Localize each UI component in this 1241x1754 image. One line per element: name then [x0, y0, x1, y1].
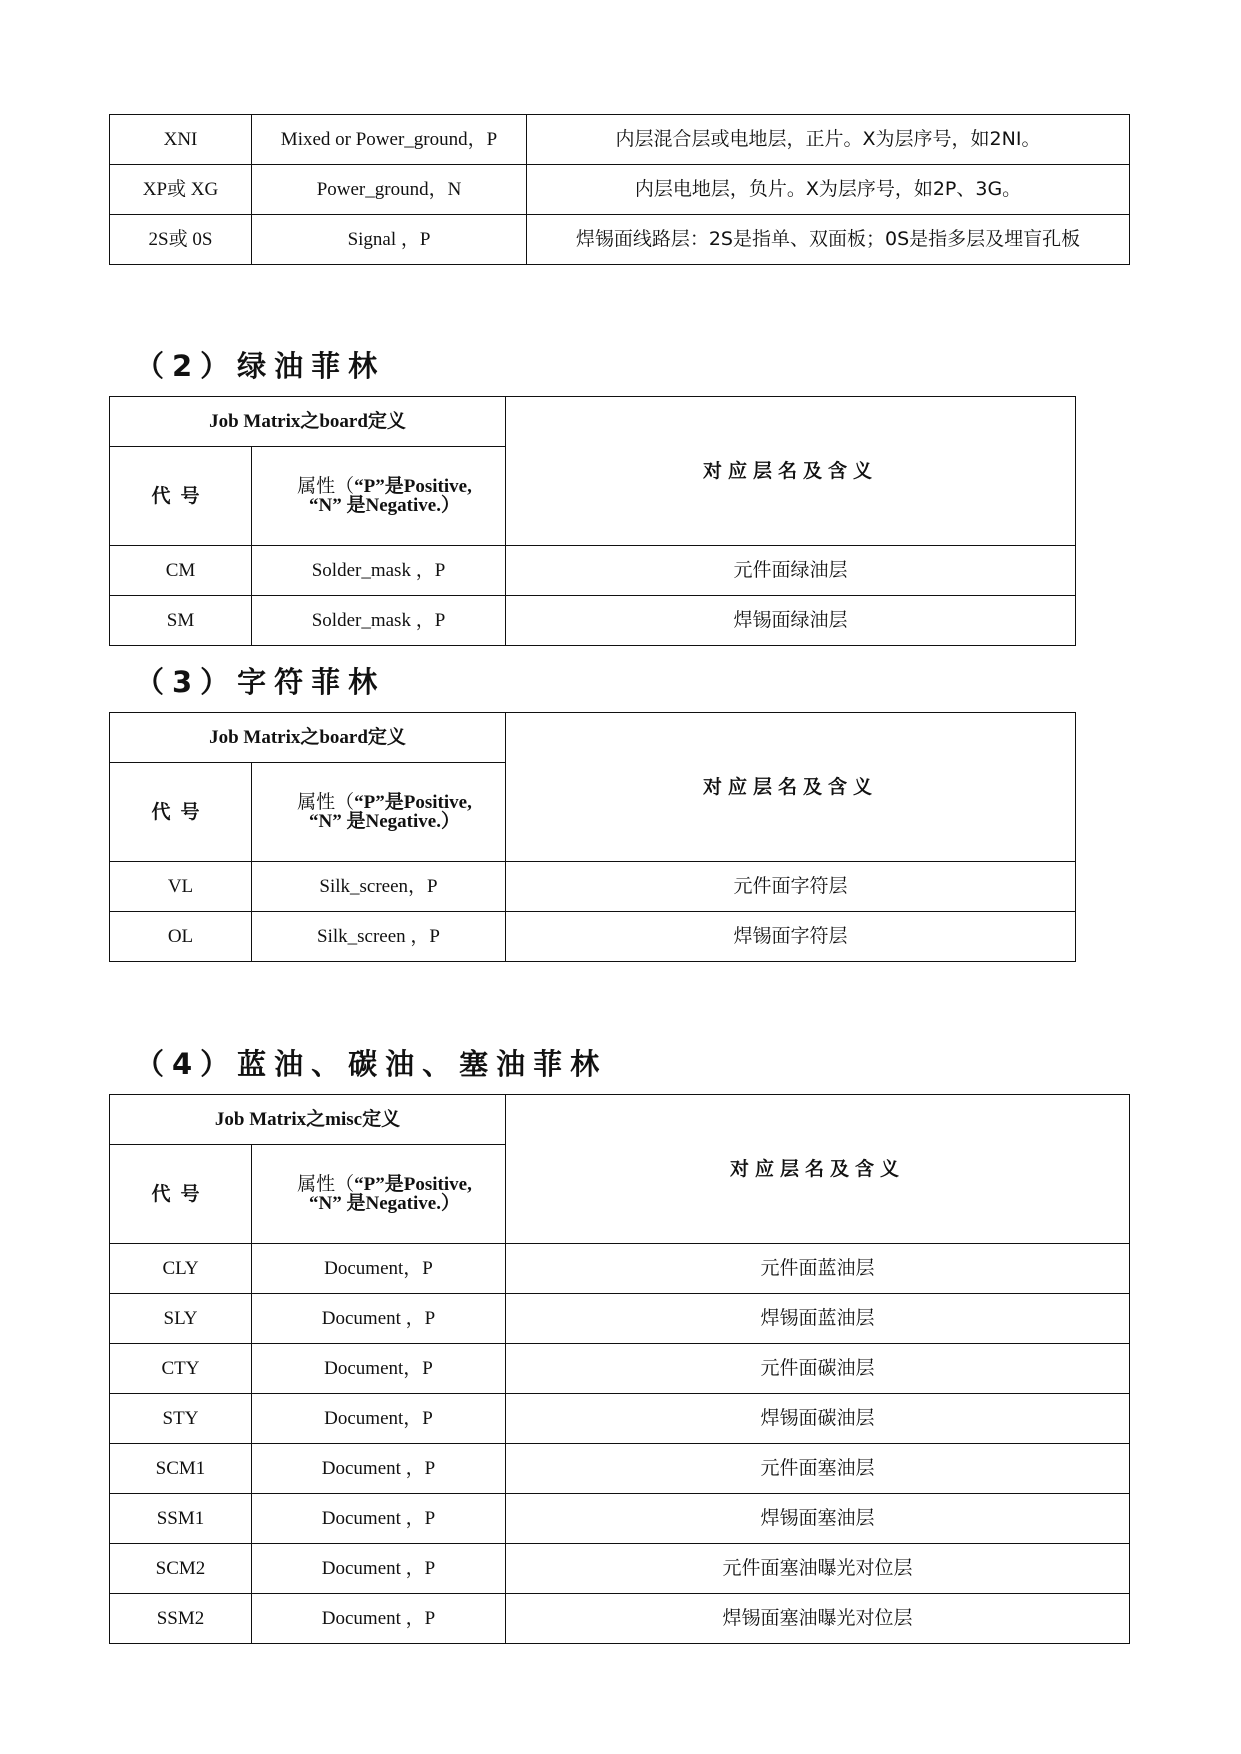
section-title-silk-screen: （3）字符菲林	[135, 665, 386, 699]
table-row	[110, 1544, 1130, 1594]
misc-layers-table	[109, 1094, 1130, 1644]
layer-code: OL	[110, 912, 252, 962]
attribute-header-prefix: 属性（	[297, 791, 355, 813]
group-header: Job Matrix之board定义	[110, 713, 506, 763]
attribute-header-prefix: 属性（	[297, 1173, 355, 1195]
layer-attribute: Solder_mask ，P	[252, 596, 506, 646]
meaning-header: 对应层名及含义	[506, 1095, 1130, 1244]
layer-meaning: 焊锡面塞油曝光对位层	[506, 1594, 1130, 1644]
layer-meaning: 元件面蓝油层	[506, 1244, 1130, 1294]
attribute-header-negative: “N” 是Negative.）	[309, 811, 460, 832]
attribute-header-negative: “N” 是Negative.）	[309, 1193, 460, 1214]
attribute-header-prefix: 属性（	[297, 475, 355, 497]
attribute-header	[252, 763, 506, 862]
layer-code: SCM1	[110, 1444, 252, 1494]
table-header-row	[110, 713, 1076, 763]
table-row	[110, 1394, 1130, 1444]
layer-code: SM	[110, 596, 252, 646]
code-header: 代号	[110, 763, 252, 862]
layer-attribute: Power_ground，N	[252, 165, 527, 215]
group-header: Job Matrix之misc定义	[110, 1095, 506, 1145]
table-row	[110, 596, 1076, 646]
layer-attribute: Document，P	[252, 1394, 506, 1444]
layer-code: 2S或 0S	[110, 215, 252, 265]
table-row	[110, 912, 1076, 962]
layer-attribute: Silk_screen，P	[252, 862, 506, 912]
layer-attribute: Document ，P	[252, 1494, 506, 1544]
layer-attribute: Silk_screen ，P	[252, 912, 506, 962]
layer-meaning: 元件面塞油曝光对位层	[506, 1544, 1130, 1594]
layer-code: STY	[110, 1394, 252, 1444]
layer-meaning: 内层混合层或电地层，正片。X为层序号，如2NI。	[527, 115, 1130, 165]
section-title-solder-mask: （2）绿油菲林	[135, 349, 386, 383]
layer-code: SSM1	[110, 1494, 252, 1544]
table-row	[110, 1244, 1130, 1294]
table-row	[110, 1494, 1130, 1544]
layer-code: XP或 XG	[110, 165, 252, 215]
attribute-header-positive: “P”是Positive,	[354, 792, 472, 813]
silk-screen-table	[109, 712, 1076, 962]
layer-table-continued	[109, 114, 1130, 265]
layer-attribute: Document ，P	[252, 1444, 506, 1494]
attribute-header-negative: “N” 是Negative.）	[309, 495, 460, 516]
table-row	[110, 1594, 1130, 1644]
attribute-header	[252, 447, 506, 546]
table-row	[110, 115, 1130, 165]
table-header-row	[110, 397, 1076, 447]
layer-code: VL	[110, 862, 252, 912]
layer-attribute: Document ，P	[252, 1294, 506, 1344]
table-row	[110, 1344, 1130, 1394]
layer-meaning: 元件面塞油层	[506, 1444, 1130, 1494]
layer-meaning: 元件面碳油层	[506, 1344, 1130, 1394]
attribute-header	[252, 1145, 506, 1244]
code-header: 代号	[110, 1145, 252, 1244]
layer-attribute: Document，P	[252, 1344, 506, 1394]
layer-attribute: Document，P	[252, 1244, 506, 1294]
table-row	[110, 165, 1130, 215]
layer-code: CTY	[110, 1344, 252, 1394]
layer-meaning: 焊锡面蓝油层	[506, 1294, 1130, 1344]
layer-code: CLY	[110, 1244, 252, 1294]
meaning-header: 对应层名及含义	[506, 397, 1076, 546]
code-header: 代号	[110, 447, 252, 546]
layer-meaning: 焊锡面塞油层	[506, 1494, 1130, 1544]
table-row	[110, 546, 1076, 596]
layer-code: SSM2	[110, 1594, 252, 1644]
layer-attribute: Document ，P	[252, 1544, 506, 1594]
attribute-header-positive: “P”是Positive,	[354, 1174, 472, 1195]
layer-attribute: Document ，P	[252, 1594, 506, 1644]
layer-attribute: Signal ，P	[252, 215, 527, 265]
layer-meaning: 焊锡面碳油层	[506, 1394, 1130, 1444]
table-row	[110, 1444, 1130, 1494]
layer-code: SLY	[110, 1294, 252, 1344]
layer-code: XNI	[110, 115, 252, 165]
meaning-header: 对应层名及含义	[506, 713, 1076, 862]
layer-meaning: 焊锡面字符层	[506, 912, 1076, 962]
attribute-header-positive: “P”是Positive,	[354, 476, 472, 497]
layer-meaning: 元件面字符层	[506, 862, 1076, 912]
group-header: Job Matrix之board定义	[110, 397, 506, 447]
layer-meaning: 焊锡面线路层：2S是指单、双面板；0S是指多层及埋盲孔板	[527, 215, 1130, 265]
table-row	[110, 1294, 1130, 1344]
layer-meaning: 元件面绿油层	[506, 546, 1076, 596]
table-header-row	[110, 1095, 1130, 1145]
layer-attribute: Mixed or Power_ground，P	[252, 115, 527, 165]
layer-meaning: 焊锡面绿油层	[506, 596, 1076, 646]
layer-code: CM	[110, 546, 252, 596]
layer-attribute: Solder_mask ，P	[252, 546, 506, 596]
solder-mask-table	[109, 396, 1076, 646]
table-row	[110, 215, 1130, 265]
layer-meaning: 内层电地层，负片。X为层序号，如2P、3G。	[527, 165, 1130, 215]
section-title-blue-carbon-plug: （4）蓝油、碳油、塞油菲林	[135, 1047, 608, 1081]
table-row	[110, 862, 1076, 912]
layer-code: SCM2	[110, 1544, 252, 1594]
